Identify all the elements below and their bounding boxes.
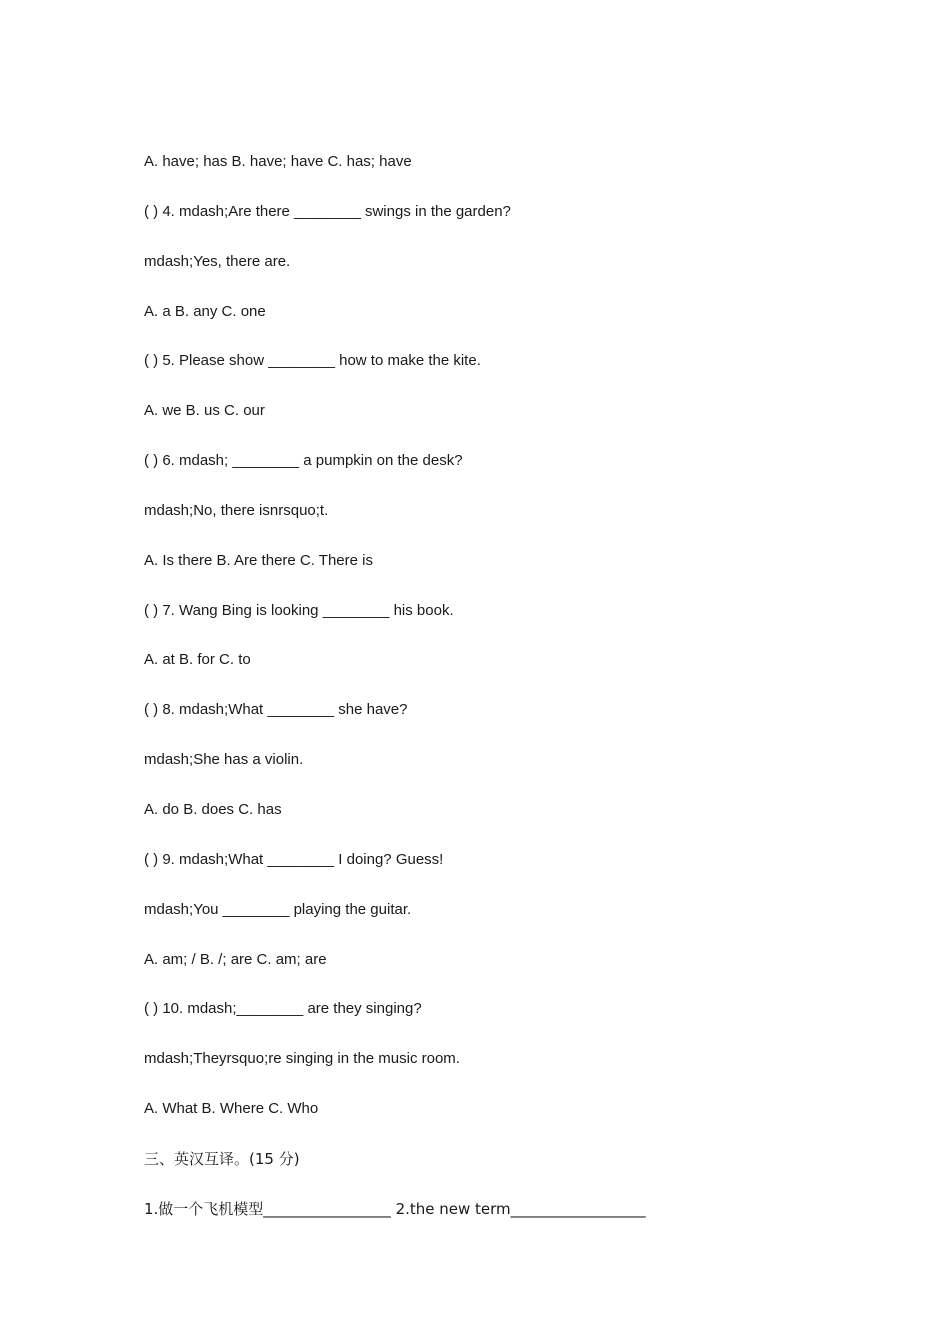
section-heading-translation: 三、英汉互译。(15 分) (144, 1149, 300, 1168)
answer-options-q8: A. do B. does C. has (144, 800, 282, 818)
question-6-response: mdash;No, there isnrsquo;t. (144, 501, 329, 519)
question-9-response: mdash;You ________ playing the guitar. (144, 900, 412, 918)
question-10-response: mdash;Theyrsquo;re singing in the music room. (144, 1050, 460, 1068)
question-8-response: mdash;She has a violin. (144, 751, 304, 769)
answer-options-q4: A. a B. any C. one (144, 302, 266, 320)
question-8: ( ) 8. mdash;What ________ she have? (144, 701, 408, 719)
answer-options-q10: A. What B. Where C. Who (144, 1100, 319, 1118)
answer-options-q3: A. have; has B. have; have C. has; have (144, 153, 412, 170)
question-9: ( ) 9. mdash;What ________ I doing? Guess! (144, 850, 444, 868)
question-4-response: mdash;Yes, there are. (144, 252, 291, 270)
question-4: ( ) 4. mdash;Are there ________ swings in the garden? (144, 202, 511, 220)
answer-options-q5: A. we B. us C. our (144, 402, 265, 420)
question-7: ( ) 7. Wang Bing is looking ________ his book. (144, 601, 454, 619)
answer-options-q7: A. at B. for C. to (144, 651, 251, 669)
question-10: ( ) 10. mdash;________ are they singing? (144, 1000, 422, 1018)
answer-options-q6: A. Is there B. Are there C. There is (144, 551, 373, 569)
question-6: ( ) 6. mdash; ________ a pumpkin on the desk? (144, 452, 463, 470)
answer-options-q9: A. am; / B. /; are C. am; are (144, 950, 327, 968)
worksheet-lines (144, 150, 824, 1247)
question-5: ( ) 5. Please show ________ how to make the kite. (144, 352, 481, 370)
translation-item-1-2: 1.做一个飞机模型_________________ 2.the new term__________________ (144, 1199, 646, 1218)
